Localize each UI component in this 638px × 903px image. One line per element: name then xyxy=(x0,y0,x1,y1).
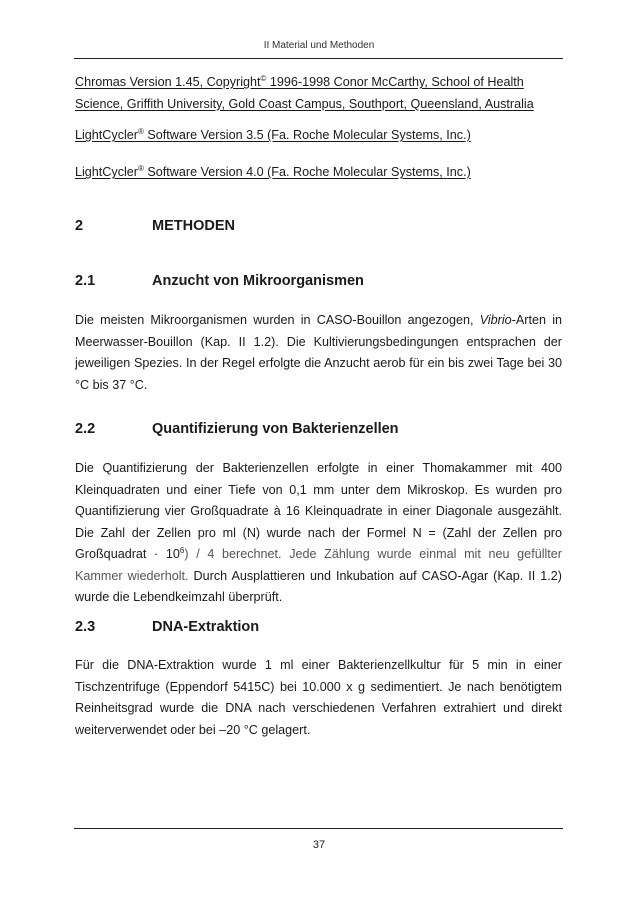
header-rule xyxy=(74,58,563,59)
chromas-line-2: Science, Griffith University, Gold Coast Campus, Southport, Queensland, Australia xyxy=(75,96,534,111)
exponent: 6 xyxy=(179,545,185,555)
copyright-mark: © xyxy=(260,73,267,83)
section-title: DNA-Extraktion xyxy=(152,619,260,635)
section-heading-2-3 xyxy=(75,619,259,635)
chromas-line xyxy=(75,75,524,89)
text-run: Die meisten Mikroorganismen wurden in CASO-Bouillon angezogen, xyxy=(75,313,480,327)
lc40-rest: Software Version 4.0 (Fa. Roche Molecular Systems, Inc.) xyxy=(143,165,471,179)
page-number: 37 xyxy=(312,839,326,851)
italic-genus: Vibrio xyxy=(479,313,512,327)
section-heading-2-2 xyxy=(75,421,399,437)
running-header: II Material und Methoden xyxy=(263,40,375,51)
paragraph-2-3: Für die DNA-Extraktion wurde 1 ml einer Bakterienzellkultur für 5 min in einer Tischzentrifuge (Eppendorf 5415C) bei 10.000 x g sedimentiert. Je nach benötigtem Reinheitsgrad wurde die DNA nach verschiedenen Verfahren extrahiert und direkt weiterverwendet oder bei –20 °C gelagert. xyxy=(75,658,562,737)
section-heading-2 xyxy=(75,218,235,234)
software-lightcycler-35 xyxy=(75,125,562,147)
software-lightcycler-40 xyxy=(75,162,562,184)
section-heading-2-1 xyxy=(75,273,364,289)
registered-mark: ® xyxy=(138,126,144,136)
lc35-rest: Software Version 3.5 (Fa. Roche Molecular Systems, Inc.) xyxy=(143,128,471,142)
section-number: 2 xyxy=(75,218,84,234)
text-run: Durch Ausplattieren und Inkubation auf CASO-Agar (Kap. II 1.2) wurde die Lebendkeimzahl überprüft. xyxy=(75,568,562,604)
section-title: METHODEN xyxy=(152,218,235,234)
section-number: 2.3 xyxy=(75,619,96,635)
text-run: Die Quantifizierung der Bakterienzellen erfolgte in einer Thomakammer mit 400 Kleinquadraten und einer Tiefe von 0,1 mm unter dem Mikroskop. Es wurden pro Quantifizierung vier Großquadrate à 16 Kleinquadrate in einer Diagonale ausgezählt. Die Zahl der Zellen pro ml (N) wurde nach der Formel N = (Zahl der Zellen pro Großquadrat · 10 xyxy=(75,461,562,561)
section-title: Anzucht von Mikroorganismen xyxy=(152,273,364,289)
section-number: 2.1 xyxy=(75,273,96,289)
chromas-text: Chromas Version 1.45, Copyright xyxy=(75,75,261,89)
text-run: -Arten in Meerwasser-Bouillon (Kap. II 1.2). Die Kultivierungsbedingungen entsprachen der jeweiligen Spezies. In der Regel erfolgte die Anzucht aerob für ein bis zwei Tage bei 30 °C bis 37 °C. xyxy=(75,313,562,392)
software-chromas xyxy=(75,72,562,115)
text-run-grey: ) / 4 berechnet. Jede Zählung wurde einmal mit neu gefüllter Kammer wiederholt. xyxy=(75,547,562,583)
section-title: Quantifizierung von Bakterienzellen xyxy=(152,421,399,437)
registered-mark: ® xyxy=(138,163,144,173)
section-number: 2.2 xyxy=(75,421,96,437)
chromas-rest: 1996-1998 Conor McCarthy, School of Health xyxy=(266,75,524,89)
paragraph-2-1 xyxy=(75,310,562,396)
lc40-name: LightCycler xyxy=(75,165,138,179)
paragraph-2-2 xyxy=(75,458,562,609)
lc35-name: LightCycler xyxy=(75,128,138,142)
footer-rule xyxy=(74,828,563,829)
